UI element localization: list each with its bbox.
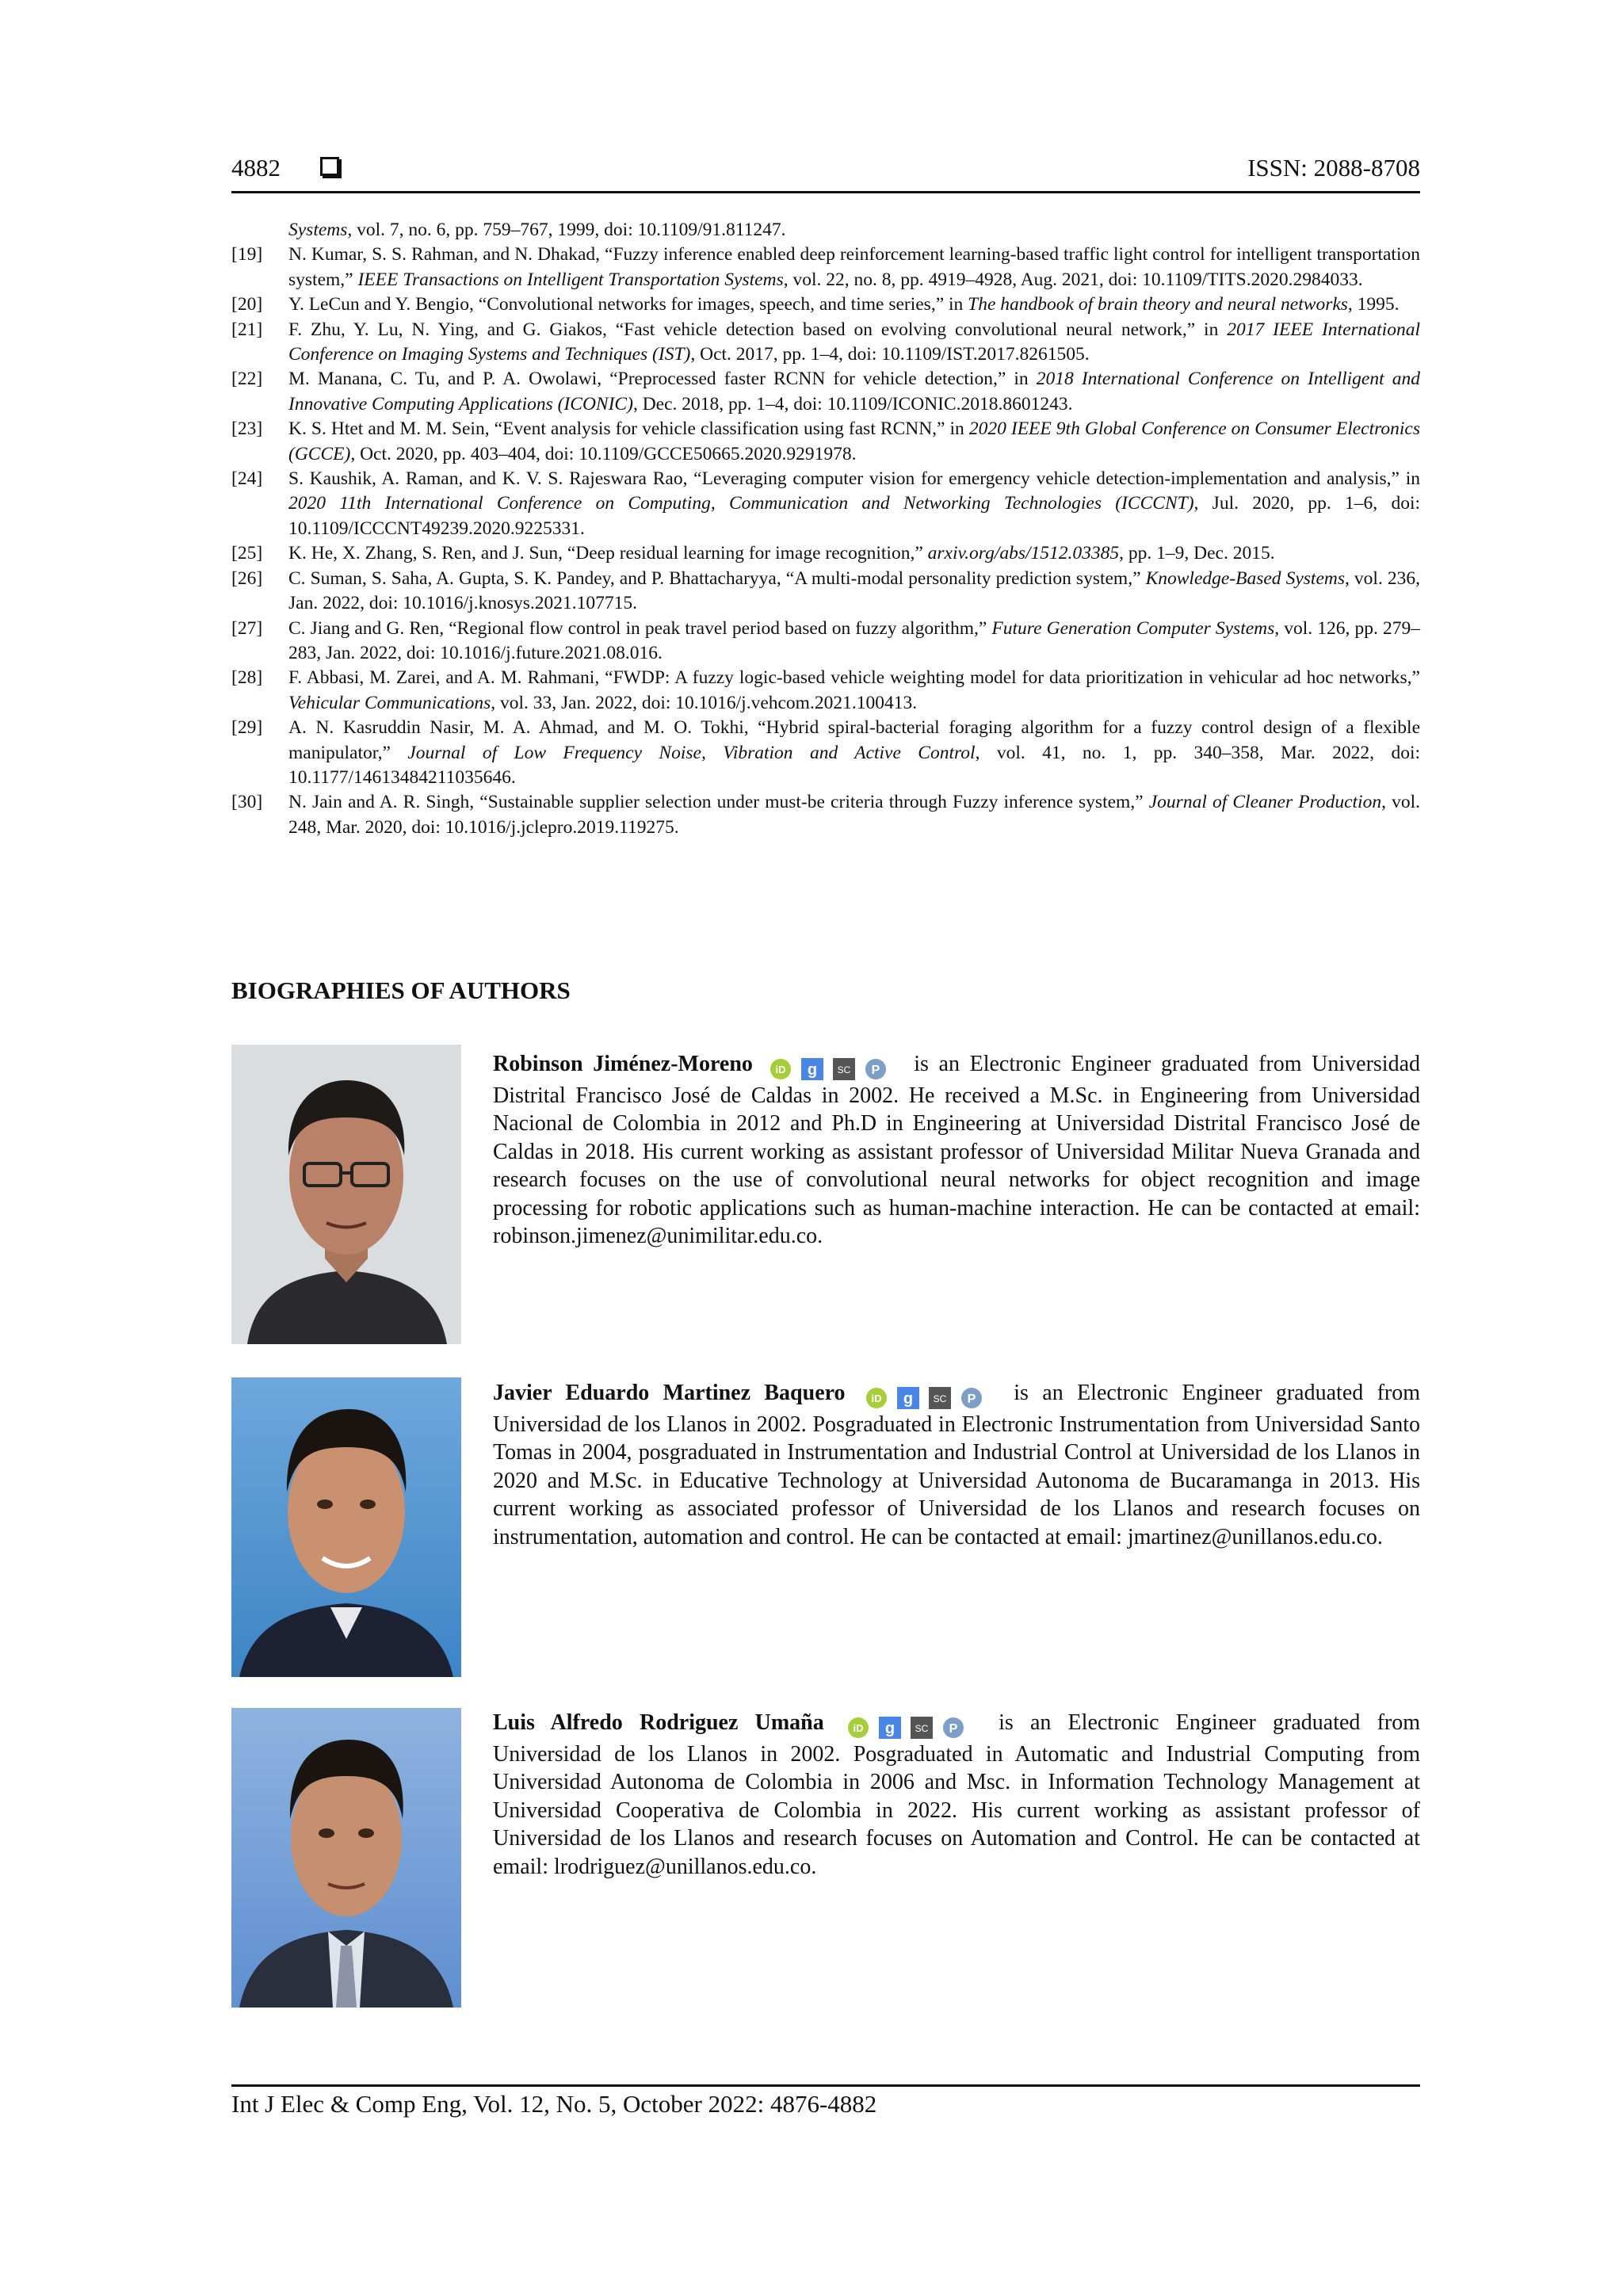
reference-number: [28] [231,667,263,689]
reference-item [231,541,1420,566]
reference-text [288,367,1420,417]
reference-item [231,467,1420,541]
scopus-icon[interactable] [833,1058,855,1080]
reference-venue: The handbook of brain theory and neural networks [968,294,1348,315]
scopus-icon[interactable] [929,1387,951,1409]
reference-segment: , vol. 7, no. 6, pp. 759–767, 1999, doi: 10.1109/91.811247. [347,220,786,240]
reference-segment: C. Suman, S. Saha, A. Gupta, S. K. Pandey, and P. Bhattacharyya, “A multi-modal personality prediction system,” [288,567,1146,589]
reference-segment: F. Zhu, Y. Lu, N. Ying, and G. Giakos, “Fast vehicle detection based on evolving convolutional neural network,” in [288,319,1228,340]
author-bio-3 [493,1709,1420,1881]
reference-text [288,541,1420,566]
biographies-heading: BIOGRAPHIES OF AUTHORS [231,976,571,1004]
reference-text [288,716,1420,790]
reference-segment: , Jul. 2020, pp. 1–6, doi: 10.1109/ICCCNT49239.2020.9225331. [288,493,1421,539]
svg-text:iD: iD [853,1721,864,1734]
reference-text [288,417,1420,467]
reference-text [288,567,1420,617]
reference-venue: arxiv.org/abs/1512.03385 [927,543,1120,564]
reference-number: [20] [231,294,263,315]
author-bio-text: is an Electronic Engineer graduated from Universidad de los Llanos in 2002. Posgraduated in Automatic and Industrial Computing from Universidad Autonoma de Colombia in 2006 and Msc. in Information Technology Management at Universidad Cooperativa de Colombia in 2022. His current working as assistant professor of Universidad de los Llanos and research focuses on Automation and Control. He can be contacted at email: lrodriguez@unillanos.edu.co. [493,1710,1421,1879]
reference-list [231,218,1420,840]
reference-venue: 2017 IEEE International Conference on Imaging Systems and Techniques (IST) [288,319,1420,365]
author-photo-3 [231,1708,461,2008]
orcid-icon[interactable] [865,1387,888,1409]
svg-text:iD: iD [775,1063,786,1075]
reference-venue: 2020 11th International Conference on Computing, Communication and Networking Technologies (ICCCNT) [288,493,1194,514]
reference-text [288,617,1420,667]
author-profile-badges [769,1053,896,1082]
checkbox-square-icon [320,157,339,176]
journal-citation: Int J Elec & Comp Eng, Vol. 12, No. 5, October 2022: 4876-4882 [231,2090,877,2118]
reference-segment: , vol. 22, no. 8, pp. 4919–4928, Aug. 2021, doi: 10.1109/TITS.2020.2984033. [783,269,1363,290]
svg-text:g: g [903,1389,914,1408]
google-scholar-icon[interactable] [879,1717,901,1739]
reference-item [231,318,1420,368]
author-name: Javier Eduardo Martinez Baquero [493,1381,846,1405]
reference-venue: 2020 IEEE 9th Global Conference on Consumer Electronics (GCCE) [288,418,1420,464]
reference-item [231,716,1420,790]
footer-rule [231,2084,1420,2087]
reference-segment: , vol. 236, Jan. 2022, doi: 10.1016/j.knosys.2021.107715. [288,567,1421,614]
reference-number: [24] [231,468,263,490]
publons-icon[interactable] [960,1387,983,1409]
svg-text:g: g [884,1719,896,1737]
reference-segment: S. Kaushik, A. Raman, and K. V. S. Rajeswara Rao, “Leveraging computer vision for emergency vehicle detection-implementation and analysis,” in [288,468,1420,490]
reference-segment: , pp. 1–9, Dec. 2015. [1119,543,1275,564]
reference-segment: F. Abbasi, M. Zarei, and A. M. Rahmani, “FWDP: A fuzzy logic-based vehicle weighting model for data prioritization in vehicular ad hoc networks,” [288,667,1420,689]
svg-text:SC: SC [915,1722,929,1734]
reference-text [288,467,1420,541]
svg-text:SC: SC [933,1392,947,1404]
reference-item [231,617,1420,667]
svg-text:g: g [807,1060,817,1079]
reference-segment: N. Jain and A. R. Singh, “Sustainable supplier selection under must-be criteria through Fuzzy inference system,” [288,792,1149,813]
reference-text [288,292,1420,317]
reference-segment: , Oct. 2020, pp. 403–404, doi: 10.1109/GCCE50665.2020.9291978. [350,443,857,464]
publons-icon[interactable] [942,1717,964,1739]
reference-venue: Systems [288,220,348,240]
reference-item [231,218,1420,243]
svg-text:iD: iD [871,1392,882,1404]
reference-segment: N. Kumar, S. S. Rahman, and N. Dhakad, “Fuzzy inference enabled deep reinforcement learning-based traffic light control for intelligent transportation system,” [288,244,1420,290]
google-scholar-icon[interactable] [801,1058,823,1080]
reference-number: [19] [231,244,263,266]
reference-number: [21] [231,319,263,340]
publons-icon[interactable] [865,1058,887,1080]
reference-number: [27] [231,617,263,639]
svg-text:P: P [949,1721,958,1736]
reference-segment: , vol. 41, no. 1, pp. 340–358, Mar. 2022, doi: 10.1177/14613484211035646. [288,742,1420,788]
author-portrait-icon [231,1045,461,1344]
reference-text [288,218,1420,243]
orcid-icon[interactable] [769,1058,792,1080]
reference-segment: A. N. Kasruddin Nasir, M. A. Ahmad, and M. O. Tokhi, “Hybrid spiral-bacterial foraging algorithm for a fuzzy control design of a flexible manipulator,” [288,717,1420,763]
reference-segment: , 1995. [1347,294,1400,315]
reference-segment: , Dec. 2018, pp. 1–4, doi: 10.1109/ICONIC.2018.8601243. [632,393,1073,415]
scopus-icon[interactable] [911,1717,933,1739]
reference-venue: Journal of Cleaner Production [1148,792,1382,813]
orcid-icon[interactable] [847,1717,869,1739]
reference-venue: Journal of Low Frequency Noise, Vibration and Active Control [407,742,976,763]
reference-text [288,243,1420,292]
reference-venue: Vehicular Communications [288,692,491,713]
reference-item [231,292,1420,317]
author-bio-text: is an Electronic Engineer graduated from Universidad Distrital Francisco José de Caldas in 2002. He received a M.Sc. in Engineering from Universidad Nacional de Colombia in 2012 and Ph.D in Engineering at Universidad Distrital Francisco José de Caldas in 2018. His current working as assistant professor of Universidad Militar Nueva Granada and research focuses on the use of convolutional neural networks for object recognition and image processing for robotic applications such as human-machine interaction. He can be contacted at email: robinson.jimenez@unimilitar.edu.co. [493,1052,1421,1248]
reference-item [231,666,1420,716]
svg-text:P: P [871,1063,880,1077]
author-name: Luis Alfredo Rodriguez Umaña [493,1710,824,1735]
author-photo-1 [231,1045,461,1344]
reference-number [231,218,288,243]
reference-number: [30] [231,792,263,813]
svg-text:P: P [967,1392,976,1406]
reference-number: [22] [231,369,263,390]
reference-segment: , Oct. 2017, pp. 1–4, doi: 10.1109/IST.2017.8261505. [690,344,1090,365]
author-portrait-icon [231,1708,461,2008]
reference-venue: 2018 International Conference on Intelligent and Innovative Computing Applications (ICONIC) [288,369,1420,415]
issn: ISSN: 2088-8708 [1247,154,1420,181]
reference-number: [23] [231,418,263,440]
page-number: 4882 [231,154,281,181]
reference-segment: , vol. 33, Jan. 2022, doi: 10.1016/j.vehcom.2021.100413. [491,692,918,713]
reference-number: [26] [231,567,263,589]
reference-item [231,567,1420,617]
reference-venue: IEEE Transactions on Intelligent Transportation Systems [357,269,784,290]
reference-segment: C. Jiang and G. Ren, “Regional flow control in peak travel period based on fuzzy algorithm,” [288,617,992,639]
reference-segment: Y. LeCun and Y. Bengio, “Convolutional networks for images, speech, and time series,” in [288,294,968,315]
author-bio-1 [493,1050,1420,1251]
reference-item [231,243,1420,292]
reference-item [231,417,1420,467]
reference-segment: , vol. 126, pp. 279–283, Jan. 2022, doi: 10.1016/j.future.2021.08.016. [288,617,1420,663]
reference-segment: K. S. Htet and M. M. Sein, “Event analysis for vehicle classification using fast RCNN,” in [288,418,969,440]
header-rule [231,191,1420,193]
page-header [231,151,1420,192]
svg-text:SC: SC [837,1064,850,1075]
author-profile-badges [847,1712,974,1740]
author-bio-2 [493,1379,1420,1551]
reference-text [288,666,1420,716]
reference-segment: K. He, X. Zhang, S. Ren, and J. Sun, “Deep residual learning for image recognition,” [288,543,928,564]
reference-venue: Future Generation Computer Systems [991,617,1275,639]
author-portrait-icon [231,1377,461,1677]
author-photo-2 [231,1377,461,1677]
reference-item [231,790,1420,840]
reference-text [288,790,1420,840]
google-scholar-icon[interactable] [897,1387,919,1409]
reference-segment: M. Manana, C. Tu, and P. A. Owolawi, “Preprocessed faster RCNN for vehicle detection,” in [288,369,1037,390]
author-bio-text: is an Electronic Engineer graduated from Universidad de los Llanos in 2002. Posgraduated in Electronic Instrumentation from Universidad Santo Tomas in 2004, posgraduated in Instrumentation and Industrial Control at Universidad de los Llanos in 2020 and M.Sc. in Educative Technology at Universidad Autonoma de Bucaramanga in 2013. His current working as associated professor of Universidad de los Llanos and research focuses on instrumentation, automation and control. He can be contacted at email: jmartinez@unillanos.edu.co. [493,1381,1421,1549]
reference-number: [25] [231,543,263,564]
reference-item [231,367,1420,417]
reference-number: [29] [231,717,263,739]
reference-venue: Knowledge-Based Systems [1145,567,1346,589]
author-profile-badges [865,1382,992,1411]
reference-text [288,318,1420,368]
reference-segment: , vol. 248, Mar. 2020, doi: 10.1016/j.jclepro.2019.119275. [288,792,1420,838]
author-name: Robinson Jiménez-Moreno [493,1052,753,1076]
